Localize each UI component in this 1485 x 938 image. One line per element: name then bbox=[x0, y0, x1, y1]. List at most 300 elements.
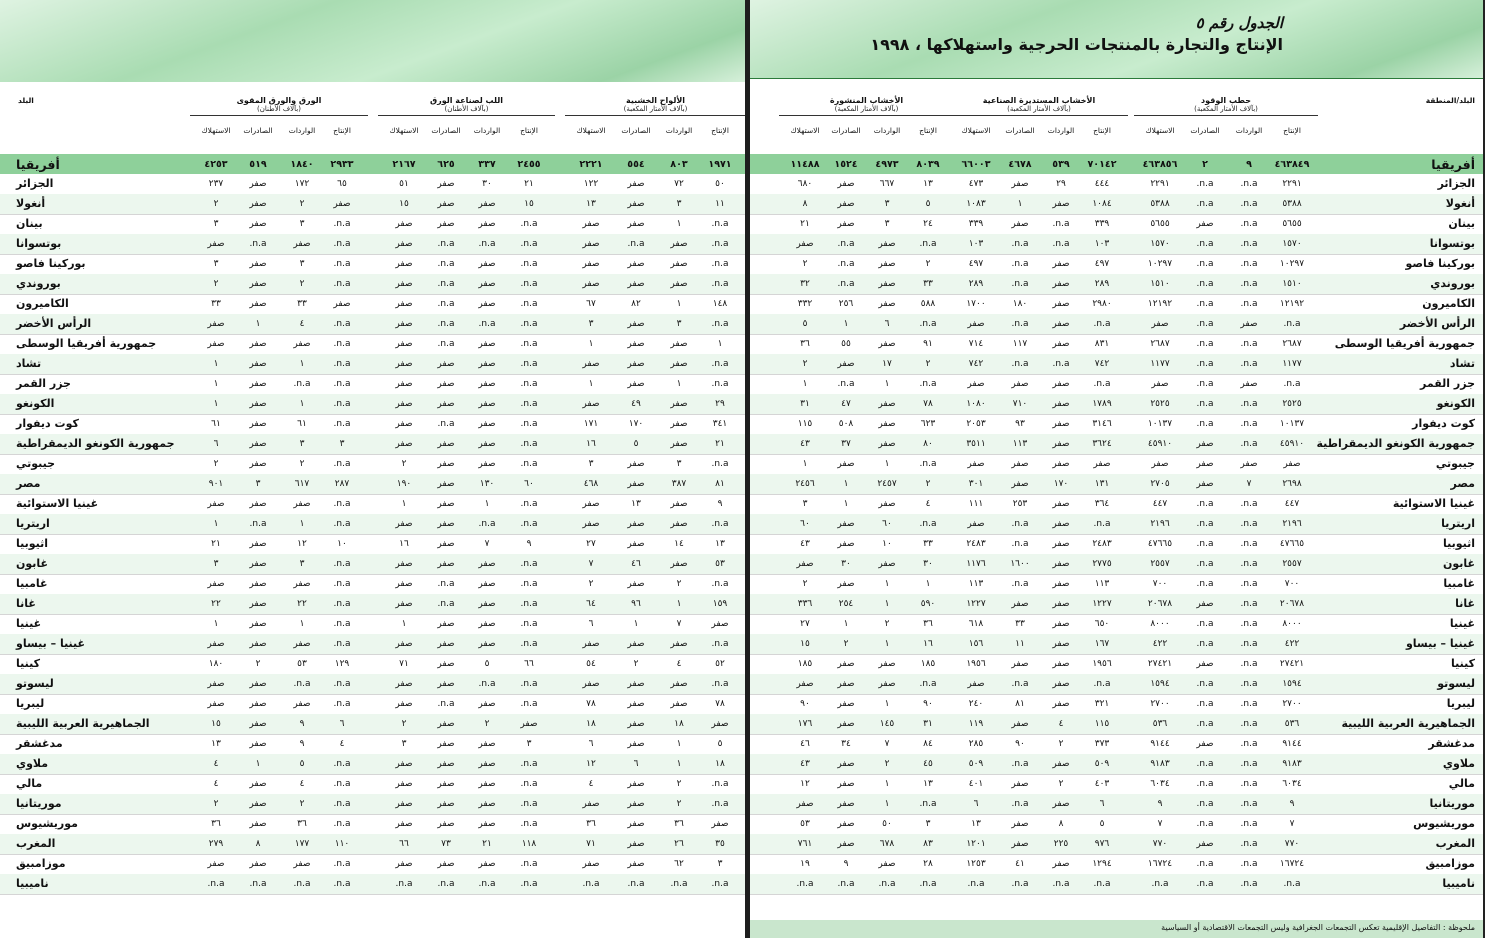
value-cell: صفر bbox=[395, 419, 413, 429]
value-cell: n.a. bbox=[1240, 179, 1258, 189]
value-cell: ٢٥٦ bbox=[838, 299, 854, 309]
value-cell: n.a. bbox=[919, 319, 937, 329]
value-cell: صفر bbox=[293, 859, 311, 869]
value-cell: ١٩٧١ bbox=[708, 159, 732, 170]
value-cell: n.a. bbox=[1196, 859, 1214, 869]
value-cell: ١٣ bbox=[631, 499, 641, 509]
table-row bbox=[750, 694, 1483, 715]
value-cell: ٣٥ bbox=[715, 839, 725, 849]
value-cell: صفر bbox=[293, 699, 311, 709]
value-cell: ١٣١ bbox=[1094, 479, 1110, 489]
value-cell: صفر bbox=[249, 259, 267, 269]
value-cell: ٣ bbox=[884, 199, 890, 209]
left-group-2 bbox=[190, 96, 368, 116]
value-cell: n.a. bbox=[1240, 399, 1258, 409]
value-cell: ٢٠٦٧٨ bbox=[1147, 599, 1173, 609]
value-cell: n.a. bbox=[837, 239, 855, 249]
value-cell: صفر bbox=[627, 799, 645, 809]
value-cell: ٢٣٧ bbox=[208, 179, 224, 189]
value-cell: صفر bbox=[670, 239, 688, 249]
value-cell: ٧١٤ bbox=[968, 339, 984, 349]
table-row bbox=[0, 794, 745, 815]
value-cell: صفر bbox=[478, 379, 496, 389]
table-row bbox=[0, 234, 745, 255]
table-row bbox=[0, 194, 745, 215]
value-cell: ١٦٧٢٤ bbox=[1279, 859, 1305, 869]
value-cell: صفر bbox=[478, 359, 496, 369]
value-cell: ٢ bbox=[676, 799, 682, 809]
value-cell: صفر bbox=[627, 739, 645, 749]
value-cell: n.a. bbox=[711, 639, 729, 649]
table-row bbox=[0, 514, 745, 535]
value-cell: صفر bbox=[837, 839, 855, 849]
value-cell: n.a. bbox=[1196, 239, 1214, 249]
value-cell: ٢٤٥٥ bbox=[517, 159, 541, 170]
value-cell: ٢ bbox=[884, 619, 890, 629]
value-cell: ٢٦٨٧ bbox=[1150, 339, 1170, 349]
value-cell: ٧٧٠ bbox=[1152, 839, 1168, 849]
value-cell: ١ bbox=[884, 799, 890, 809]
value-cell: ٣ bbox=[401, 739, 407, 749]
value-cell: ٤٢٥٣ bbox=[204, 159, 228, 170]
value-cell: صفر bbox=[333, 299, 351, 309]
country-name: جمهورية الكونغو الديمقراطية bbox=[16, 437, 175, 450]
value-cell: ١٥١٠ bbox=[1282, 279, 1302, 289]
value-cell: صفر bbox=[582, 499, 600, 509]
value-cell: ١ bbox=[676, 299, 682, 309]
value-cell: ٥٣٦ bbox=[1284, 719, 1300, 729]
value-cell: صفر bbox=[1052, 419, 1070, 429]
value-cell: ٣٣٩ bbox=[968, 219, 984, 229]
table-row bbox=[0, 474, 745, 495]
table-row bbox=[0, 854, 745, 875]
country-name: غينيا – بيساو bbox=[1405, 637, 1475, 650]
table-row bbox=[750, 414, 1483, 435]
value-cell: ٢ bbox=[802, 579, 808, 589]
value-cell: n.a. bbox=[520, 819, 538, 829]
value-cell: صفر bbox=[627, 839, 645, 849]
value-cell: n.a. bbox=[437, 699, 455, 709]
value-cell: صفر bbox=[582, 859, 600, 869]
value-cell: صفر bbox=[478, 639, 496, 649]
value-cell: ١ bbox=[884, 459, 890, 469]
value-cell: صفر bbox=[478, 259, 496, 269]
value-cell: n.a. bbox=[1240, 699, 1258, 709]
footnote: ملحوظة : التفاصيل الإقليمية تعكس التجمعات الجغرافية وليس التجمعات الاقتصادية أو السياسية bbox=[1161, 923, 1475, 932]
value-cell: صفر bbox=[878, 559, 896, 569]
value-cell: ٧٠١٤٢ bbox=[1087, 159, 1117, 170]
country-name: ملاوي bbox=[16, 757, 49, 770]
value-cell: ٣٣٧ bbox=[478, 159, 496, 170]
value-cell: ٢٤٥٦ bbox=[795, 479, 815, 489]
value-cell: صفر bbox=[395, 339, 413, 349]
value-cell: صفر bbox=[627, 319, 645, 329]
value-cell: ٩٠ bbox=[923, 699, 933, 709]
value-cell: ١٠٢٩٧ bbox=[1279, 259, 1305, 269]
value-cell: n.a. bbox=[1240, 439, 1258, 449]
value-cell: صفر bbox=[878, 679, 896, 689]
right-column-header bbox=[750, 82, 1483, 148]
value-cell: ٢٢٩١ bbox=[1282, 179, 1302, 189]
value-cell: صفر bbox=[670, 559, 688, 569]
table-row bbox=[750, 474, 1483, 495]
value-cell: صفر bbox=[249, 639, 267, 649]
value-cell: ٣٠ bbox=[923, 559, 933, 569]
table-row bbox=[750, 714, 1483, 735]
value-cell: صفر bbox=[478, 459, 496, 469]
value-cell: ٥ bbox=[1099, 819, 1105, 829]
value-cell: n.a. bbox=[837, 279, 855, 289]
value-cell: ٧٧٠ bbox=[1284, 839, 1300, 849]
value-cell: صفر bbox=[249, 619, 267, 629]
country-name: ناميبيا bbox=[16, 877, 49, 890]
value-cell: صفر bbox=[478, 279, 496, 289]
value-cell: n.a. bbox=[1011, 319, 1029, 329]
value-cell: ٧١٠ bbox=[1012, 399, 1028, 409]
value-cell: صفر bbox=[249, 299, 267, 309]
value-cell: صفر bbox=[837, 819, 855, 829]
value-cell: n.a. bbox=[1196, 639, 1214, 649]
table-row bbox=[0, 434, 745, 455]
value-cell: صفر bbox=[437, 719, 455, 729]
value-cell: صفر bbox=[1052, 759, 1070, 769]
right-banner bbox=[750, 0, 1483, 78]
value-cell: n.a. bbox=[1093, 379, 1111, 389]
value-cell: صفر bbox=[437, 459, 455, 469]
value-cell: n.a. bbox=[249, 239, 267, 249]
value-cell: ٢ bbox=[401, 719, 407, 729]
country-name: المغرب bbox=[16, 837, 56, 850]
value-cell: n.a. bbox=[333, 519, 351, 529]
value-cell: صفر bbox=[437, 759, 455, 769]
value-cell: n.a. bbox=[1196, 879, 1214, 889]
value-cell: صفر bbox=[582, 639, 600, 649]
value-cell: n.a. bbox=[1240, 619, 1258, 629]
value-cell: n.a. bbox=[1240, 199, 1258, 209]
value-cell: ١٢ bbox=[586, 759, 596, 769]
value-cell: n.a. bbox=[1196, 759, 1214, 769]
country-name: غينيا الاستوائية bbox=[16, 497, 99, 510]
value-cell: صفر bbox=[1052, 579, 1070, 589]
table-row bbox=[0, 734, 745, 755]
value-cell: ٤٠١ bbox=[968, 779, 984, 789]
country-name: بينان bbox=[1448, 217, 1475, 230]
value-cell: n.a. bbox=[919, 679, 937, 689]
value-cell: ٦٢٥ bbox=[437, 159, 455, 170]
value-cell: n.a. bbox=[1240, 639, 1258, 649]
value-cell: ١٧٦ bbox=[797, 719, 813, 729]
value-cell: صفر bbox=[627, 479, 645, 489]
value-cell: ٢٨٥ bbox=[968, 739, 984, 749]
value-cell: صفر bbox=[249, 859, 267, 869]
value-cell: ١ bbox=[401, 619, 407, 629]
value-cell: ١٢١٩٢ bbox=[1147, 299, 1173, 309]
value-cell: ١٨ bbox=[586, 719, 596, 729]
value-cell: ١٧٠٠ bbox=[966, 299, 986, 309]
left-group-unit: (بآلاف الأطنان) bbox=[257, 105, 301, 113]
value-cell: ١ bbox=[884, 579, 890, 589]
value-cell: ١ bbox=[884, 779, 890, 789]
value-cell: صفر bbox=[670, 679, 688, 689]
value-cell: ٨٤ bbox=[923, 739, 933, 749]
table-row bbox=[750, 494, 1483, 515]
right-group-name: الأخشاب المستديرة الصناعية bbox=[982, 96, 1096, 105]
value-cell: ٦٠ bbox=[524, 479, 534, 489]
value-cell: صفر bbox=[837, 359, 855, 369]
value-cell: ٦ bbox=[884, 319, 890, 329]
country-name: مصر bbox=[1450, 477, 1475, 490]
value-cell: ٢ bbox=[802, 259, 808, 269]
value-cell: ٦١٨ bbox=[968, 619, 984, 629]
value-cell: صفر bbox=[395, 599, 413, 609]
value-cell: ٤٩٧٣ bbox=[875, 159, 899, 170]
value-cell: ٢٥٥٧ bbox=[1150, 559, 1170, 569]
value-cell: n.a. bbox=[333, 459, 351, 469]
value-cell: صفر bbox=[395, 759, 413, 769]
value-cell: ٢٠٥٣ bbox=[966, 419, 986, 429]
value-cell: ٦٦٧ bbox=[879, 179, 895, 189]
value-cell: ٣٧ bbox=[841, 439, 851, 449]
value-cell: ١ bbox=[925, 579, 931, 589]
value-cell: ٥١ bbox=[399, 179, 409, 189]
value-cell: ٧ bbox=[1157, 819, 1163, 829]
value-cell: n.a. bbox=[1196, 799, 1214, 809]
value-cell: ١٠١٣٧ bbox=[1147, 419, 1173, 429]
value-cell: n.a. bbox=[1196, 579, 1214, 589]
table-row bbox=[0, 154, 745, 174]
value-cell: ٦٠ bbox=[882, 519, 892, 529]
value-cell: ٤٩٧ bbox=[1094, 259, 1110, 269]
value-cell: n.a. bbox=[333, 259, 351, 269]
value-cell: صفر bbox=[520, 719, 538, 729]
value-cell: صفر bbox=[249, 579, 267, 589]
value-cell: ١٨٥ bbox=[920, 659, 936, 669]
value-cell: صفر bbox=[1196, 599, 1214, 609]
right-col-label: الإنتاج bbox=[1093, 126, 1111, 135]
value-cell: صفر bbox=[437, 639, 455, 649]
value-cell: صفر bbox=[1011, 479, 1029, 489]
value-cell: n.a. bbox=[333, 819, 351, 829]
value-cell: n.a. bbox=[1011, 359, 1029, 369]
value-cell: صفر bbox=[1011, 599, 1029, 609]
value-cell: n.a. bbox=[1240, 279, 1258, 289]
value-cell: ٣١٤٦ bbox=[1092, 419, 1112, 429]
value-cell: ٢٢٩١ bbox=[1150, 179, 1170, 189]
right-col-label: الصادرات bbox=[1005, 126, 1035, 135]
country-name: تشاد bbox=[16, 357, 42, 370]
value-cell: ١٦ bbox=[923, 639, 933, 649]
value-cell: ٤٢٢ bbox=[1284, 639, 1300, 649]
country-name: ليسوتو bbox=[16, 677, 54, 690]
value-cell: n.a. bbox=[520, 699, 538, 709]
value-cell: n.a. bbox=[1011, 519, 1029, 529]
value-cell: ٧ bbox=[676, 619, 682, 629]
value-cell: صفر bbox=[1052, 279, 1070, 289]
table-title-block bbox=[870, 14, 1283, 54]
country-name: جزر القمر bbox=[16, 377, 71, 390]
value-cell: ٧٠٠ bbox=[1152, 579, 1168, 589]
value-cell: ٥٩٠ bbox=[920, 599, 936, 609]
value-cell: ٢ bbox=[588, 579, 594, 589]
value-cell: صفر bbox=[1196, 439, 1214, 449]
country-name: الجزائر bbox=[1437, 177, 1475, 190]
left-col-label: الإنتاج bbox=[711, 126, 729, 135]
value-cell: ٢ bbox=[401, 459, 407, 469]
value-cell: ٧٨ bbox=[586, 699, 596, 709]
value-cell: صفر bbox=[670, 439, 688, 449]
value-cell: ٢ bbox=[213, 199, 219, 209]
value-cell: ٦ bbox=[1099, 799, 1105, 809]
value-cell: صفر bbox=[1240, 379, 1258, 389]
value-cell: n.a. bbox=[1011, 679, 1029, 689]
value-cell: ٦٦ bbox=[524, 659, 534, 669]
value-cell: n.a. bbox=[1052, 239, 1070, 249]
value-cell: ٦٠٣٤ bbox=[1150, 779, 1170, 789]
value-cell: صفر bbox=[249, 359, 267, 369]
right-group-rule bbox=[950, 115, 1128, 116]
value-cell: n.a. bbox=[627, 879, 645, 889]
value-cell: صفر bbox=[796, 679, 814, 689]
value-cell: صفر bbox=[395, 219, 413, 229]
value-cell: n.a. bbox=[1196, 619, 1214, 629]
value-cell: ٩ bbox=[1246, 159, 1252, 170]
value-cell: صفر bbox=[249, 379, 267, 389]
value-cell: صفر bbox=[796, 239, 814, 249]
value-cell: ٨٠٣٩ bbox=[916, 159, 940, 170]
value-cell: صفر bbox=[478, 439, 496, 449]
value-cell: n.a. bbox=[1011, 879, 1029, 889]
value-cell: صفر bbox=[878, 859, 896, 869]
value-cell: n.a. bbox=[1240, 599, 1258, 609]
value-cell: صفر bbox=[967, 319, 985, 329]
value-cell: صفر bbox=[627, 459, 645, 469]
table-row bbox=[750, 634, 1483, 655]
country-name: ليسوتو bbox=[1437, 677, 1475, 690]
value-cell: ١٠٣ bbox=[968, 239, 984, 249]
country-name: أنغولا bbox=[16, 197, 46, 210]
value-cell: n.a. bbox=[249, 519, 267, 529]
value-cell: ٢٢ bbox=[297, 599, 307, 609]
value-cell: صفر bbox=[711, 819, 729, 829]
value-cell: ٥ bbox=[484, 659, 490, 669]
left-col-label: الاستهلاك bbox=[201, 126, 231, 135]
value-cell: ١٣ bbox=[971, 819, 981, 829]
value-cell: n.a. bbox=[520, 219, 538, 229]
country-name: جمهورية أفريقيا الوسطى bbox=[16, 337, 157, 350]
value-cell: ٥١٩ bbox=[249, 159, 267, 170]
value-cell: صفر bbox=[478, 819, 496, 829]
value-cell: ١ bbox=[588, 339, 594, 349]
value-cell: ١٦٧٢٤ bbox=[1147, 859, 1173, 869]
left-group-name: اللب لصناعة الورق bbox=[429, 96, 504, 105]
value-cell: ٦٢ bbox=[674, 859, 684, 869]
right-col-label: الإنتاج bbox=[919, 126, 937, 135]
value-cell: صفر bbox=[878, 419, 896, 429]
right-col-label: الواردات bbox=[1047, 126, 1075, 135]
table-row bbox=[0, 174, 745, 195]
value-cell: ٤ bbox=[1058, 719, 1064, 729]
value-cell: ١٥٩٤ bbox=[1150, 679, 1170, 689]
value-cell: صفر bbox=[207, 699, 225, 709]
value-cell: صفر bbox=[249, 559, 267, 569]
value-cell: n.a. bbox=[520, 779, 538, 789]
value-cell: ٥ bbox=[299, 759, 305, 769]
value-cell: ٦٧٨ bbox=[879, 839, 895, 849]
value-cell: ٢٦٩٨ bbox=[1282, 479, 1302, 489]
value-cell: ٤٩ bbox=[631, 399, 641, 409]
value-cell: صفر bbox=[670, 639, 688, 649]
value-cell: صفر bbox=[437, 739, 455, 749]
value-cell: n.a. bbox=[627, 239, 645, 249]
value-cell: n.a. bbox=[1240, 419, 1258, 429]
value-cell: صفر bbox=[207, 499, 225, 509]
left-banner bbox=[0, 0, 745, 82]
value-cell: صفر bbox=[582, 219, 600, 229]
value-cell: ١ bbox=[676, 219, 682, 229]
value-cell: n.a. bbox=[333, 699, 351, 709]
right-group-2 bbox=[779, 96, 954, 116]
value-cell: صفر bbox=[1196, 739, 1214, 749]
value-cell: ٦٦٠٠٣ bbox=[961, 159, 991, 170]
country-name: كينيا bbox=[16, 657, 40, 670]
value-cell: n.a. bbox=[711, 379, 729, 389]
value-cell: ٥٠ bbox=[715, 179, 725, 189]
value-cell: ١٦٧ bbox=[1094, 639, 1110, 649]
left-col-label: الصادرات bbox=[243, 126, 273, 135]
value-cell: ٧ bbox=[1289, 819, 1295, 829]
value-cell: صفر bbox=[1052, 519, 1070, 529]
value-cell: ٥٠ bbox=[882, 819, 892, 829]
value-cell: ٤٩٧ bbox=[968, 259, 984, 269]
value-cell: صفر bbox=[967, 459, 985, 469]
value-cell: ١٣ bbox=[211, 739, 221, 749]
country-name: موريشيوس bbox=[16, 817, 78, 830]
value-cell: n.a. bbox=[1196, 259, 1214, 269]
value-cell: ٩ bbox=[1157, 799, 1163, 809]
value-cell: n.a. bbox=[520, 359, 538, 369]
value-cell: صفر bbox=[1196, 839, 1214, 849]
value-cell: صفر bbox=[878, 339, 896, 349]
value-cell: صفر bbox=[1052, 399, 1070, 409]
value-cell: صفر bbox=[1151, 459, 1169, 469]
value-cell: صفر bbox=[478, 579, 496, 589]
value-cell: n.a. bbox=[1240, 219, 1258, 229]
value-cell: صفر bbox=[1052, 259, 1070, 269]
value-cell: ٦ bbox=[213, 439, 219, 449]
value-cell: n.a. bbox=[520, 619, 538, 629]
value-cell: ٢ bbox=[299, 799, 305, 809]
value-cell: ٤٦٧٨ bbox=[1008, 159, 1032, 170]
value-cell: صفر bbox=[395, 859, 413, 869]
country-name: الجماهيرية العربية الليبية bbox=[1341, 717, 1475, 730]
value-cell: ١٠ bbox=[337, 539, 347, 549]
table-row bbox=[750, 314, 1483, 335]
value-cell: ٢ bbox=[299, 279, 305, 289]
value-cell: n.a. bbox=[333, 219, 351, 229]
value-cell: ٢ bbox=[925, 259, 931, 269]
value-cell: n.a. bbox=[520, 879, 538, 889]
value-cell: n.a. bbox=[1011, 239, 1029, 249]
value-cell: ١ bbox=[213, 619, 219, 629]
value-cell: صفر bbox=[478, 219, 496, 229]
value-cell: ٥ bbox=[802, 319, 808, 329]
value-cell: ٥٣٦ bbox=[1152, 719, 1168, 729]
value-cell: صفر bbox=[437, 499, 455, 509]
value-cell: n.a. bbox=[1240, 659, 1258, 669]
value-cell: ٥٠٨ bbox=[838, 419, 854, 429]
table-row bbox=[0, 554, 745, 575]
country-name: تشاد bbox=[1449, 357, 1475, 370]
